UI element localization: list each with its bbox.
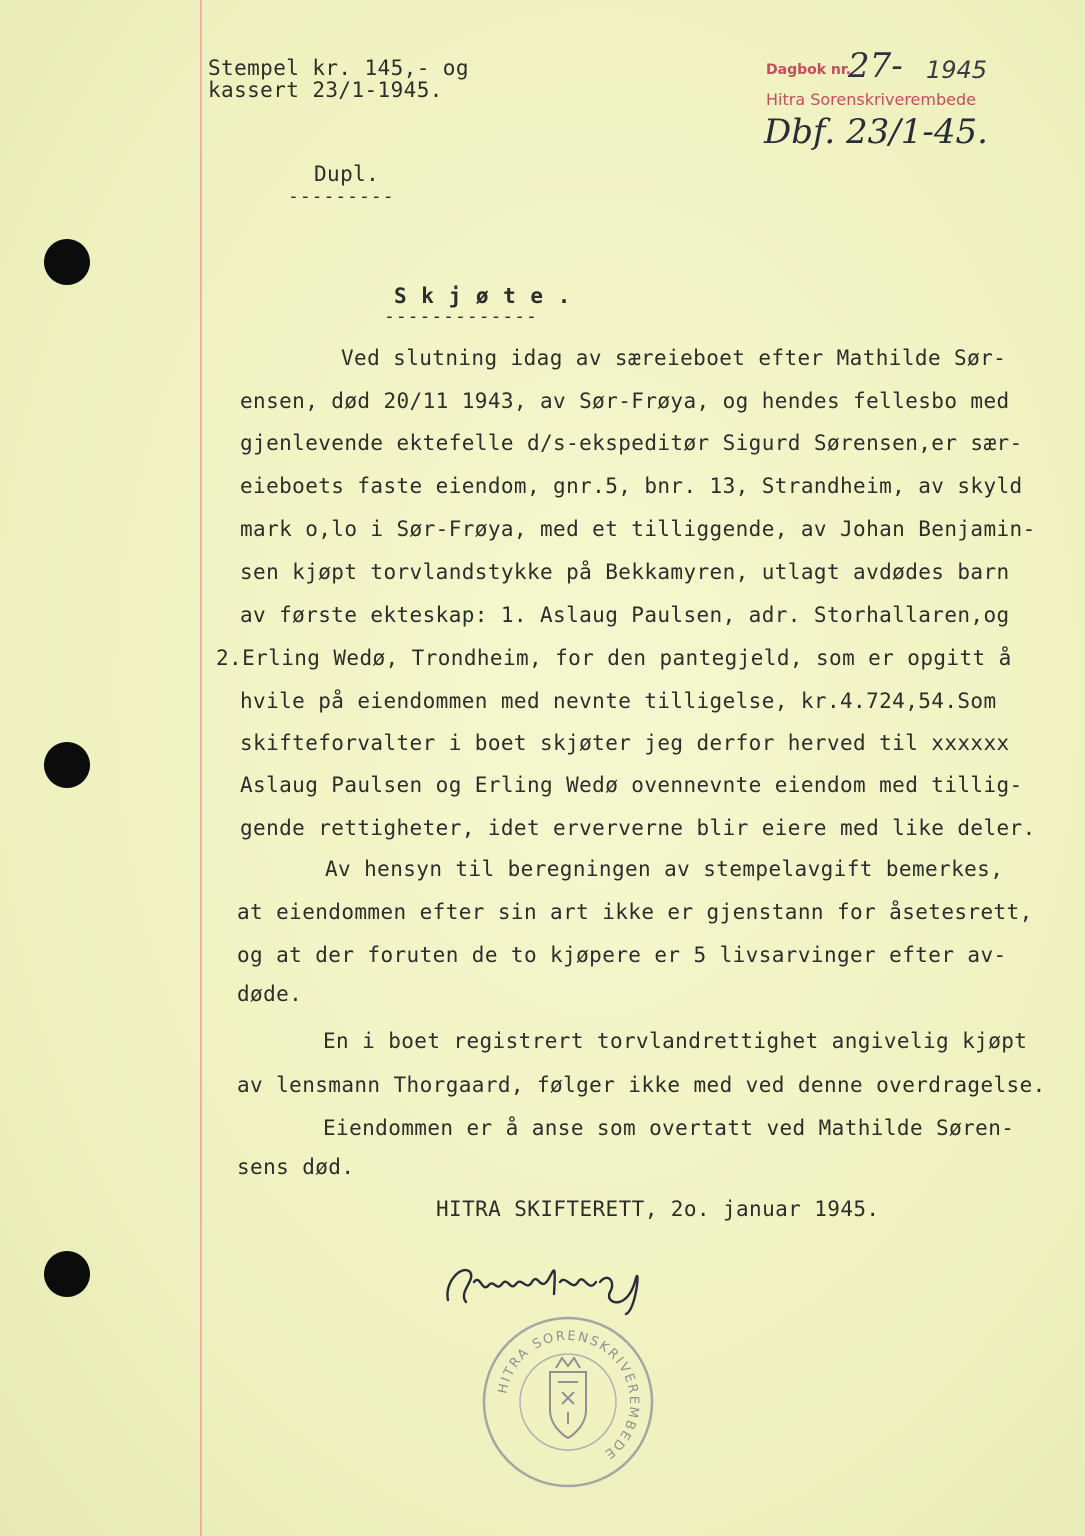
margin-rule bbox=[200, 0, 202, 1536]
registration-note-handwritten: Dbf. 23/1-45. bbox=[764, 112, 988, 152]
document-title: S k j ø t e . bbox=[394, 284, 572, 308]
punch-hole-top bbox=[44, 239, 90, 285]
body-line: av første ekteskap: 1. Aslaug Paulsen, adr. Storhallaren,og bbox=[240, 603, 1010, 627]
body-line: gende rettigheter, idet erververne blir eiere med like deler. bbox=[240, 816, 1036, 840]
body-line: av lensmann Thorgaard, følger ikke med ved denne overdragelse. bbox=[237, 1073, 1046, 1097]
punch-hole-bottom bbox=[44, 1251, 90, 1297]
body-line: døde. bbox=[237, 982, 303, 1006]
body-line: 2.Erling Wedø, Trondheim, for den pantegjeld, som er opgitt å bbox=[216, 646, 1012, 670]
official-seal bbox=[478, 1312, 658, 1492]
body-line: og at der foruten de to kjøpere er 5 livsarvinger efter av- bbox=[237, 943, 1007, 967]
body-line: Aslaug Paulsen og Erling Wedø ovennevnte eiendom med tillig- bbox=[240, 773, 1023, 797]
svg-text:HITRA SORENSKRIVEREMBEDE bbox=[495, 1329, 641, 1462]
title-underline: ------------- bbox=[384, 306, 538, 327]
body-line: Av hensyn til beregningen av stempelavgift bemerkes, bbox=[325, 857, 1004, 881]
body-line: sens død. bbox=[237, 1155, 355, 1179]
body-line: Ved slutning idag av særeieboet efter Mathilde Sør- bbox=[341, 346, 1007, 370]
dagbok-year: 1945 bbox=[926, 56, 988, 84]
body-line: skifteforvalter i boet skjøter jeg derfor herved til xxxxxx bbox=[240, 731, 1010, 755]
body-line: hvile på eiendommen med nevnte tilligelse, kr.4.724,54.Som bbox=[240, 689, 997, 713]
stamp-duty-note-line1: Stempel kr. 145,- og bbox=[208, 56, 469, 80]
body-line: mark o,lo i Sør-Frøya, med et tilliggende, av Johan Benjamin- bbox=[240, 517, 1036, 541]
body-line: Eiendommen er å anse som overtatt ved Mathilde Søren- bbox=[323, 1116, 1015, 1140]
signature bbox=[440, 1252, 660, 1316]
office-stamp: Hitra Sorenskriverembede bbox=[766, 90, 976, 109]
body-line: sen kjøpt torvlandstykke på Bekkamyren, utlagt avdødes barn bbox=[240, 560, 1010, 584]
body-line: at eiendommen efter sin art ikke er gjenstann for åsetesrett, bbox=[237, 900, 1033, 924]
punch-hole-middle bbox=[44, 742, 90, 788]
court-and-date: HITRA SKIFTERETT, 2o. januar 1945. bbox=[436, 1197, 880, 1221]
body-line: gjenlevende ektefelle d/s-ekspeditør Sigurd Sørensen,er sær- bbox=[240, 431, 1023, 455]
duplicate-underline: --------- bbox=[288, 186, 395, 207]
body-line: ensen, død 20/11 1943, av Sør-Frøya, og hendes fellesbo med bbox=[240, 389, 1010, 413]
stamp-duty-note-line2: kassert 23/1-1945. bbox=[208, 78, 443, 102]
duplicate-label: Dupl. bbox=[314, 162, 380, 186]
seal-ring-text: HITRA SORENSKRIVEREMBEDE bbox=[495, 1328, 642, 1463]
body-line: En i boet registrert torvlandrettighet angivelig kjøpt bbox=[323, 1029, 1028, 1053]
dagbok-number: 27- bbox=[848, 46, 903, 86]
dagbok-label: Dagbok nr. bbox=[766, 62, 852, 78]
body-line: eieboets faste eiendom, gnr.5, bnr. 13, Strandheim, av skyld bbox=[240, 474, 1023, 498]
